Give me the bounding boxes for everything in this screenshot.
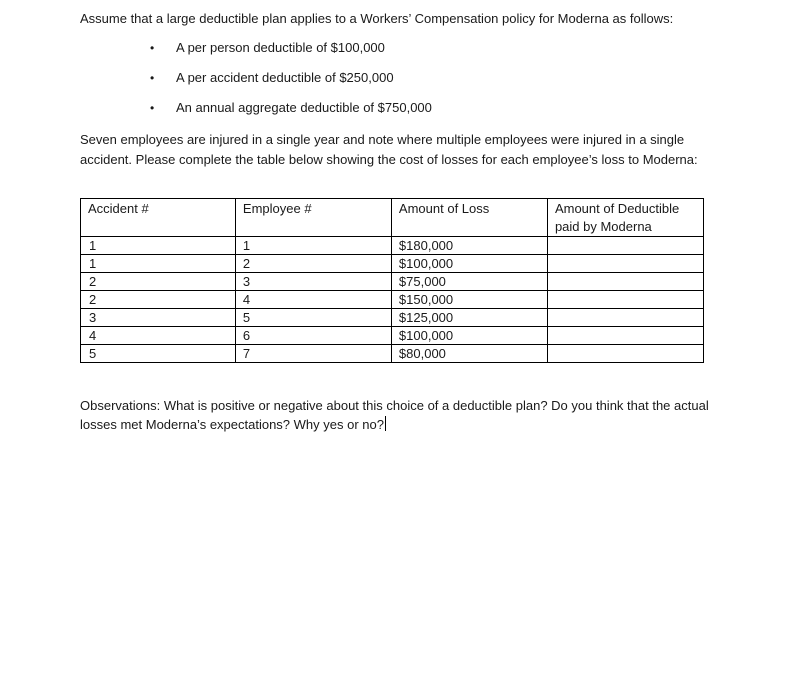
- instructions-paragraph: Seven employees are injured in a single year and note where multiple employees were injured in a single accident. Please complete the table below showing the cost of losses for each employee’s loss to Moderna:: [80, 132, 698, 167]
- list-item-text: A per accident deductible of $250,000: [176, 70, 394, 85]
- table-row: [81, 327, 704, 345]
- header-employee: Employee #: [235, 199, 391, 237]
- bullet-icon: •: [150, 101, 155, 115]
- table-row: [81, 237, 704, 255]
- loss-cell: $125,000: [391, 309, 547, 327]
- table-header-row: [81, 199, 704, 237]
- employee-cell: 2: [235, 255, 391, 273]
- bullet-icon: •: [150, 41, 155, 55]
- bullet-icon: •: [150, 71, 155, 85]
- observations-paragraph[interactable]: [80, 396, 720, 434]
- deductible-cell[interactable]: [547, 327, 703, 345]
- accident-cell: 1: [81, 255, 236, 273]
- list-item: [150, 69, 432, 99]
- list-item: [150, 39, 432, 69]
- header-accident: Accident #: [81, 199, 236, 237]
- loss-cell: $180,000: [391, 237, 547, 255]
- list-item-text: An annual aggregate deductible of $750,000: [176, 100, 432, 115]
- employee-cell: 7: [235, 345, 391, 363]
- header-amount-of-loss: Amount of Loss: [391, 199, 547, 237]
- accident-cell: 3: [81, 309, 236, 327]
- deductible-cell[interactable]: [547, 237, 703, 255]
- table-row: [81, 309, 704, 327]
- employee-cell: 6: [235, 327, 391, 345]
- accident-cell: 1: [81, 237, 236, 255]
- table-row: [81, 255, 704, 273]
- accident-cell: 2: [81, 291, 236, 309]
- table-row: [81, 273, 704, 291]
- accident-cell: 5: [81, 345, 236, 363]
- deductible-cell[interactable]: [547, 309, 703, 327]
- loss-cell: $100,000: [391, 327, 547, 345]
- text-cursor: [385, 416, 386, 431]
- employee-cell: 1: [235, 237, 391, 255]
- accident-cell: 4: [81, 327, 236, 345]
- accident-cell: 2: [81, 273, 236, 291]
- deductible-cell[interactable]: [547, 255, 703, 273]
- deductible-cell[interactable]: [547, 345, 703, 363]
- intro-text: Assume that a large deductible plan applies to a Workers’ Compensation policy for Moderna as follows:: [80, 11, 674, 26]
- deductible-cell[interactable]: [547, 273, 703, 291]
- deductible-cell[interactable]: [547, 291, 703, 309]
- employee-cell: 3: [235, 273, 391, 291]
- header-deductible-paid: Amount of Deductible paid by Moderna: [547, 199, 703, 237]
- list-item-text: A per person deductible of $100,000: [176, 40, 385, 55]
- deductible-list: [150, 39, 432, 129]
- employee-cell: 4: [235, 291, 391, 309]
- observations-text: Observations: What is positive or negative about this choice of a deductible plan? Do you think that the actual losses met Moderna’s expectations? Why yes or no?: [80, 398, 709, 432]
- loss-cell: $75,000: [391, 273, 547, 291]
- table-row: [81, 345, 704, 363]
- table-row: [81, 291, 704, 309]
- loss-cell: $80,000: [391, 345, 547, 363]
- employee-cell: 5: [235, 309, 391, 327]
- loss-cell: $150,000: [391, 291, 547, 309]
- losses-table: [80, 198, 704, 363]
- list-item: [150, 99, 432, 129]
- loss-cell: $100,000: [391, 255, 547, 273]
